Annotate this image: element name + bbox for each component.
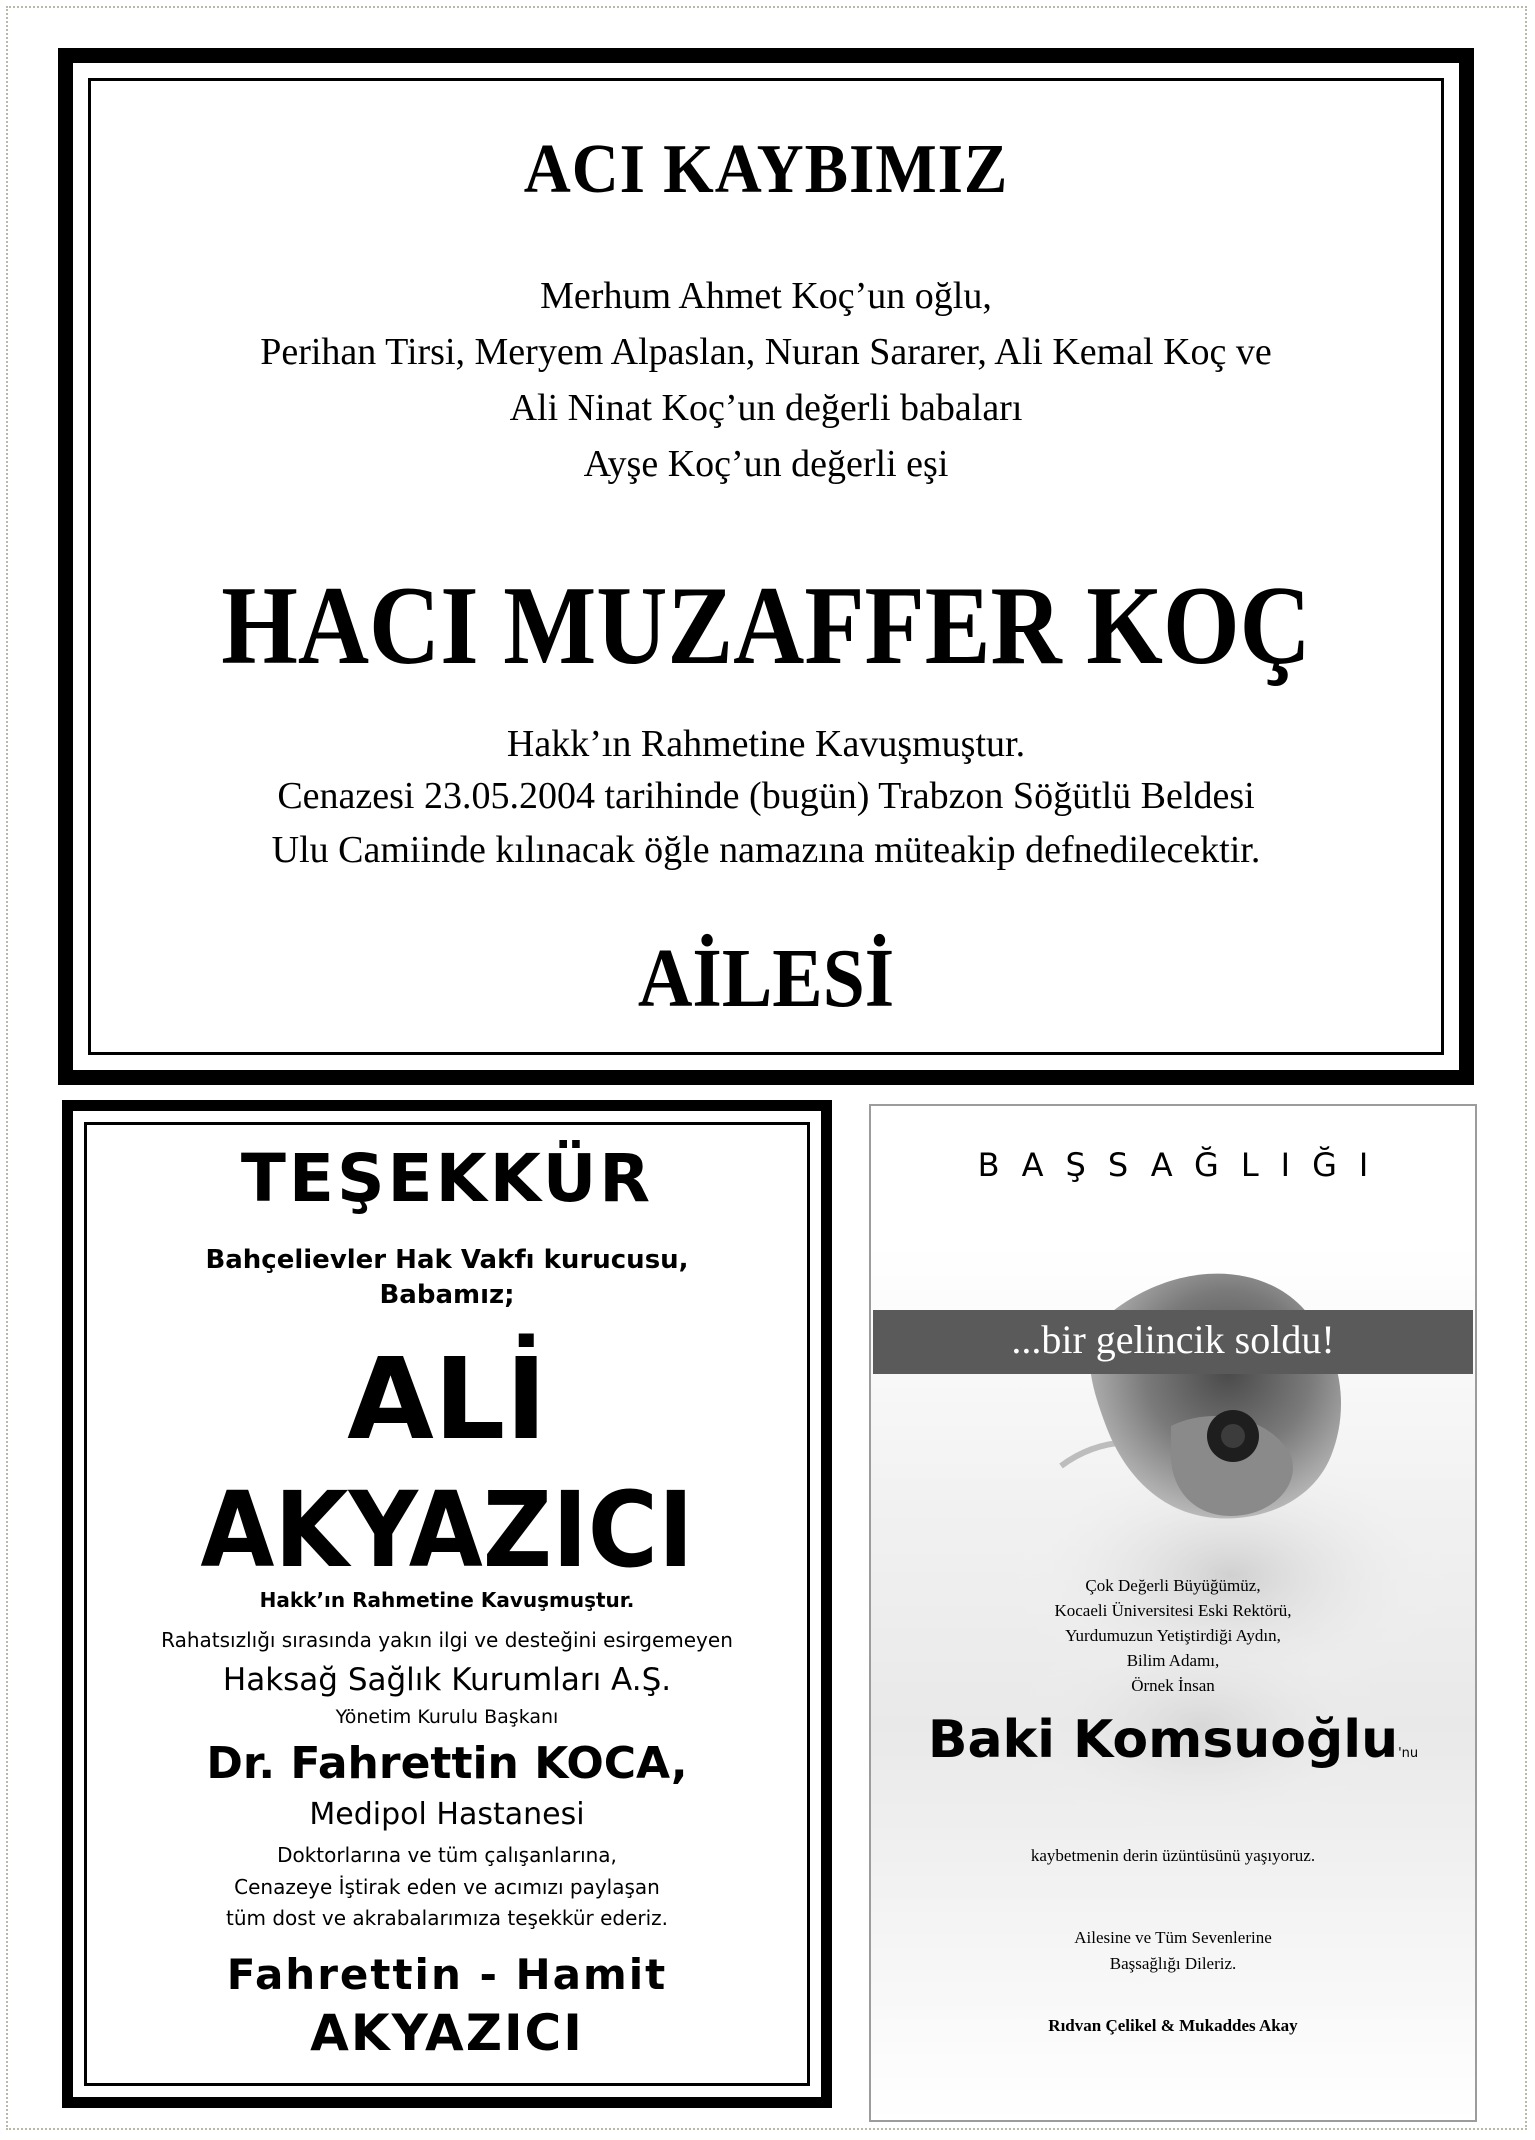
thanks-rahmet: Hakk’ın Rahmetine Kavuşmuştur. bbox=[259, 1588, 635, 1612]
top-notice-signature: AİLESİ bbox=[637, 932, 895, 1025]
top-notice-heading: ACI KAYBIMIZ bbox=[523, 131, 1009, 208]
condolence-notice bbox=[869, 1104, 1477, 2122]
condolence-wish: Başsağlığı Dileriz. bbox=[1109, 1954, 1237, 1973]
condolence-line: Yurdumuzun Yetiştirdiği Aydın, bbox=[1065, 1626, 1281, 1645]
condolence-line: Çok Değerli Büyüğümüz, bbox=[1085, 1576, 1261, 1595]
thanks-doctor: Dr. Fahrettin KOCA, bbox=[206, 1738, 688, 1789]
deceased-name: HACI MUZAFFER KOÇ bbox=[221, 564, 1311, 688]
top-notice-body-line: Ulu Camiinde kılınacak öğle namazına müteakip defnedilecektir. bbox=[271, 829, 1261, 871]
thanks-name-last: AKYAZICI bbox=[200, 1469, 694, 1591]
condolence-line: Örnek İnsan bbox=[1131, 1676, 1215, 1695]
thanks-intro-line: Babamız; bbox=[379, 1280, 515, 1310]
condolence-signers: Rıdvan Çelikel & Mukaddes Akay bbox=[1048, 2016, 1298, 2035]
top-notice-line: Perihan Tirsi, Meryem Alpaslan, Nuran Sararer, Ali Kemal Koç ve bbox=[260, 331, 1272, 373]
condolence-ribbon-text: ...bir gelincik soldu! bbox=[1011, 1317, 1335, 1362]
thanks-closing-line: Cenazeye İştirak eden ve acımızı paylaşan bbox=[234, 1875, 660, 1899]
condolence-wish: Ailesine ve Tüm Sevenlerine bbox=[1074, 1928, 1272, 1947]
condolence-name-row bbox=[871, 1710, 1475, 1770]
thanks-organization: Haksağ Sağlık Kurumları A.Ş. bbox=[222, 1662, 672, 1698]
thanks-closing-line: tüm dost ve akrabalarımıza teşekkür ederiz. bbox=[225, 1906, 669, 1930]
thanks-name-first: ALİ bbox=[347, 1335, 547, 1465]
condolence-name: Baki Komsuoğlu bbox=[927, 1710, 1399, 1770]
thanks-closing-line: Doktorlarına ve tüm çalışanlarına, bbox=[277, 1843, 617, 1867]
condolence-heading: BAŞSAĞLIĞI bbox=[977, 1146, 1391, 1184]
top-notice-body-line: Cenazesi 23.05.2004 tarihinde (bugün) Trabzon Söğütlü Beldesi bbox=[277, 775, 1255, 817]
condolence-name-suffix: 'nu bbox=[1398, 1746, 1419, 1761]
top-notice-line: Merhum Ahmet Koç’un oğlu, bbox=[540, 275, 992, 317]
top-notice-line: Ayşe Koç’un değerli eşi bbox=[583, 443, 949, 485]
condolence-line: Bilim Adamı, bbox=[1126, 1651, 1220, 1670]
thanks-hospital: Medipol Hastanesi bbox=[309, 1797, 585, 1832]
thanks-intro-line: Bahçelievler Hak Vakfı kurucusu, bbox=[205, 1245, 689, 1275]
thanks-role: Yönetim Kurulu Başkanı bbox=[335, 1706, 559, 1728]
condolence-message: kaybetmenin derin üzüntüsünü yaşıyoruz. bbox=[1030, 1846, 1316, 1865]
thanks-signer-last: AKYAZICI bbox=[310, 2004, 584, 2062]
thanks-signer-first: Fahrettin - Hamit bbox=[226, 1950, 668, 1999]
thanks-line: Rahatsızlığı sırasında yakın ilgi ve desteğini esirgemeyen bbox=[161, 1628, 733, 1652]
condolence-line: Kocaeli Üniversitesi Eski Rektörü, bbox=[1054, 1601, 1292, 1620]
thanks-heading: TEŞEKKÜR bbox=[240, 1140, 654, 1217]
top-notice-line: Ali Ninat Koç’un değerli babaları bbox=[509, 387, 1023, 429]
top-notice-body-line: Hakk’ın Rahmetine Kavuşmuştur. bbox=[506, 723, 1026, 765]
